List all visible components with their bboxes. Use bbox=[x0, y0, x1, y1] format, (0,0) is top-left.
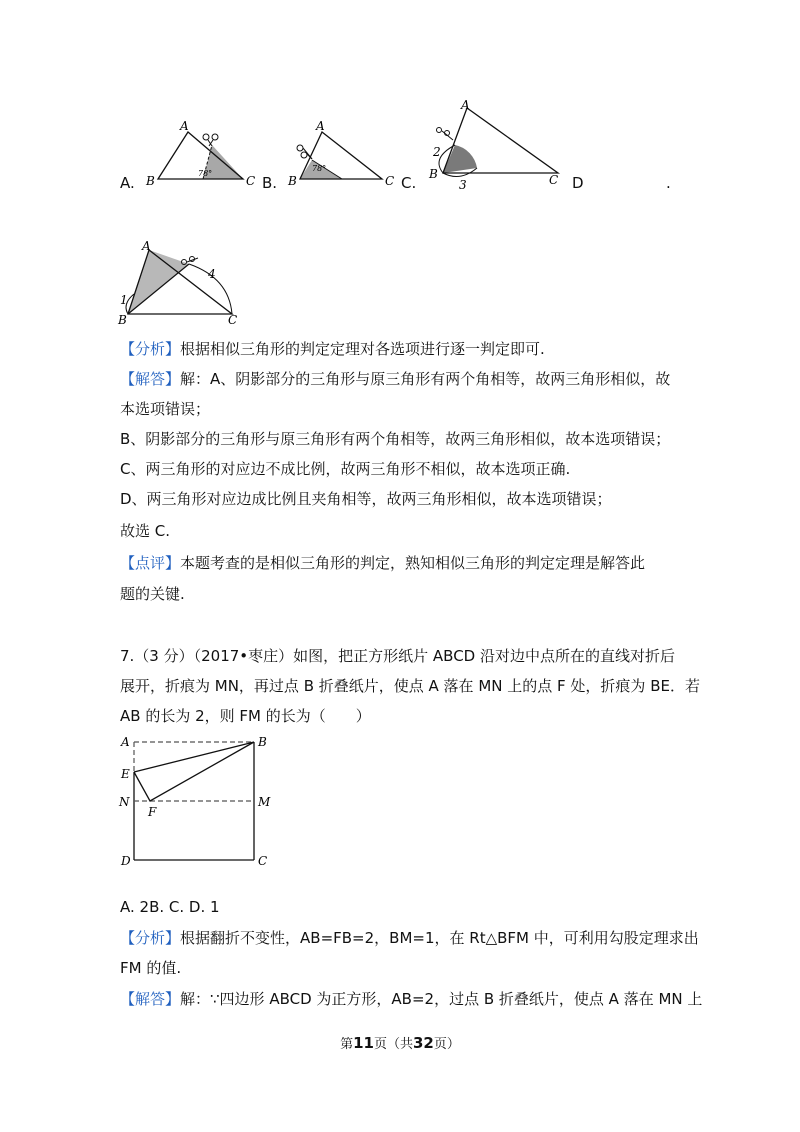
page-footer bbox=[0, 1033, 800, 1052]
option-d-label: D bbox=[572, 174, 584, 192]
q7-analysis-line-1 bbox=[120, 928, 699, 948]
answer-tag: 【解答】 bbox=[120, 990, 181, 1008]
figure-c-side-2: 2 bbox=[433, 145, 441, 159]
analysis-tag: 【分析】 bbox=[120, 929, 181, 947]
scissors-icon bbox=[437, 128, 454, 141]
scissors-icon bbox=[203, 134, 218, 146]
q7-choices: A. 2B. C. D. 1 bbox=[120, 898, 220, 916]
figure-a bbox=[140, 115, 260, 195]
q6-answer-line-4: C、两三角形的对应边不成比例，故两三角形不相似，故本选项正确. bbox=[120, 460, 571, 478]
q7-label-d: D bbox=[121, 854, 131, 868]
q6-comment-text-1: 本题考查的是相似三角形的判定，熟知相似三角形的判定定理是解答此 bbox=[180, 554, 646, 572]
q6-analysis-line bbox=[120, 339, 545, 359]
q7-answer-text-1: 解：∵四边形 ABCD 为正方形，AB=2，过点 B 折叠纸片，使点 A 落在 MN 上 bbox=[180, 990, 703, 1008]
figure-a-label-a: A bbox=[180, 119, 189, 133]
figure-b-label-b: B bbox=[288, 174, 297, 188]
q6-answer-line-6: 故选 C. bbox=[120, 522, 171, 540]
option-b-label: B. bbox=[262, 174, 278, 192]
figure-c-side-3: 3 bbox=[459, 178, 467, 192]
figure-d-label-a: A bbox=[142, 239, 151, 253]
q7-label-c: C bbox=[258, 854, 268, 868]
q6-answer-line-3: B、阴影部分的三角形与原三角形有两个角相等，故两三角形相似，故本选项错误； bbox=[120, 430, 671, 448]
q7-figure bbox=[116, 732, 276, 868]
figure-d bbox=[114, 238, 244, 328]
q7-stem-line-1: 7.（3 分）（2017•枣庄）如图，把正方形纸片 ABCD 沿对边中点所在的直线对折后 bbox=[120, 647, 675, 665]
q7-label-n: N bbox=[119, 795, 130, 809]
q6-answer-line-5: D、两三角形对应边成比例且夹角相等，故两三角形相似，故本选项错误； bbox=[120, 490, 612, 508]
q6-comment-line-2: 题的关键. bbox=[120, 585, 185, 603]
q6-answer-text-1: 解：A、阴影部分的三角形与原三角形有两个角相等，故两三角形相似，故 bbox=[180, 370, 671, 388]
q7-stem-line-2: 展开，折痕为 MN，再过点 B 折叠纸片，使点 A 落在 MN 上的点 F 处，折痕为 BE．若 bbox=[120, 677, 700, 695]
q6-answer-line-2: 本选项错误； bbox=[120, 400, 211, 418]
figure-d-label-b: B bbox=[118, 313, 127, 327]
q7-label-a: A bbox=[121, 735, 130, 749]
scissors-icon bbox=[297, 145, 312, 159]
q7-analysis-text-1: 根据翻折不变性，AB=FB=2，BM=1，在 Rt△BFM 中，可利用勾股定理求出 bbox=[180, 929, 699, 947]
footer-total-pages: 32 bbox=[413, 1034, 434, 1052]
option-a-label: A. bbox=[120, 174, 135, 192]
q6-answer-line-1 bbox=[120, 369, 670, 389]
figure-c-label-b: B bbox=[429, 167, 438, 181]
comment-tag: 【点评】 bbox=[120, 554, 181, 572]
analysis-tag: 【分析】 bbox=[120, 340, 181, 358]
figure-b bbox=[282, 115, 397, 195]
figure-d-side-1: 1 bbox=[120, 293, 128, 307]
footer-pre: 第 bbox=[340, 1037, 354, 1052]
figure-b-angle-label: 78° bbox=[312, 164, 327, 173]
q7-label-m: M bbox=[258, 795, 271, 809]
footer-mid: 页（共 bbox=[373, 1037, 413, 1052]
q7-analysis-line-2: FM 的值. bbox=[120, 959, 182, 977]
footer-post: 页） bbox=[433, 1037, 460, 1052]
figure-c-label-a: A bbox=[461, 98, 470, 112]
answer-tag: 【解答】 bbox=[120, 370, 181, 388]
q7-label-e: E bbox=[121, 767, 130, 781]
option-c-label: C. bbox=[401, 174, 417, 192]
figure-d-label-c: C bbox=[228, 313, 238, 327]
figure-b-label-c: C bbox=[385, 174, 395, 188]
q6-analysis-text: 根据相似三角形的判定定理对各选项进行逐一判定即可. bbox=[180, 340, 545, 358]
figure-a-label-c: C bbox=[246, 174, 256, 188]
figure-c bbox=[425, 98, 570, 193]
figure-a-angle-label: 78° bbox=[198, 169, 213, 178]
figure-d-side-4: 4 bbox=[208, 267, 216, 281]
q7-label-b: B bbox=[258, 735, 267, 749]
q7-stem-line-3: AB 的长为 2，则 FM 的长为（ ） bbox=[120, 707, 371, 725]
option-row-dot: . bbox=[666, 174, 671, 192]
footer-page-number: 11 bbox=[353, 1034, 374, 1052]
figure-d-shaded-triangle bbox=[128, 250, 189, 314]
figure-c-label-c: C bbox=[549, 173, 559, 187]
q7-fold-triangle bbox=[134, 742, 254, 801]
figure-b-label-a: A bbox=[316, 119, 325, 133]
q7-label-f: F bbox=[148, 805, 157, 819]
figure-a-label-b: B bbox=[146, 174, 155, 188]
q6-comment-line-1 bbox=[120, 553, 645, 573]
q7-answer-line-1 bbox=[120, 989, 702, 1009]
